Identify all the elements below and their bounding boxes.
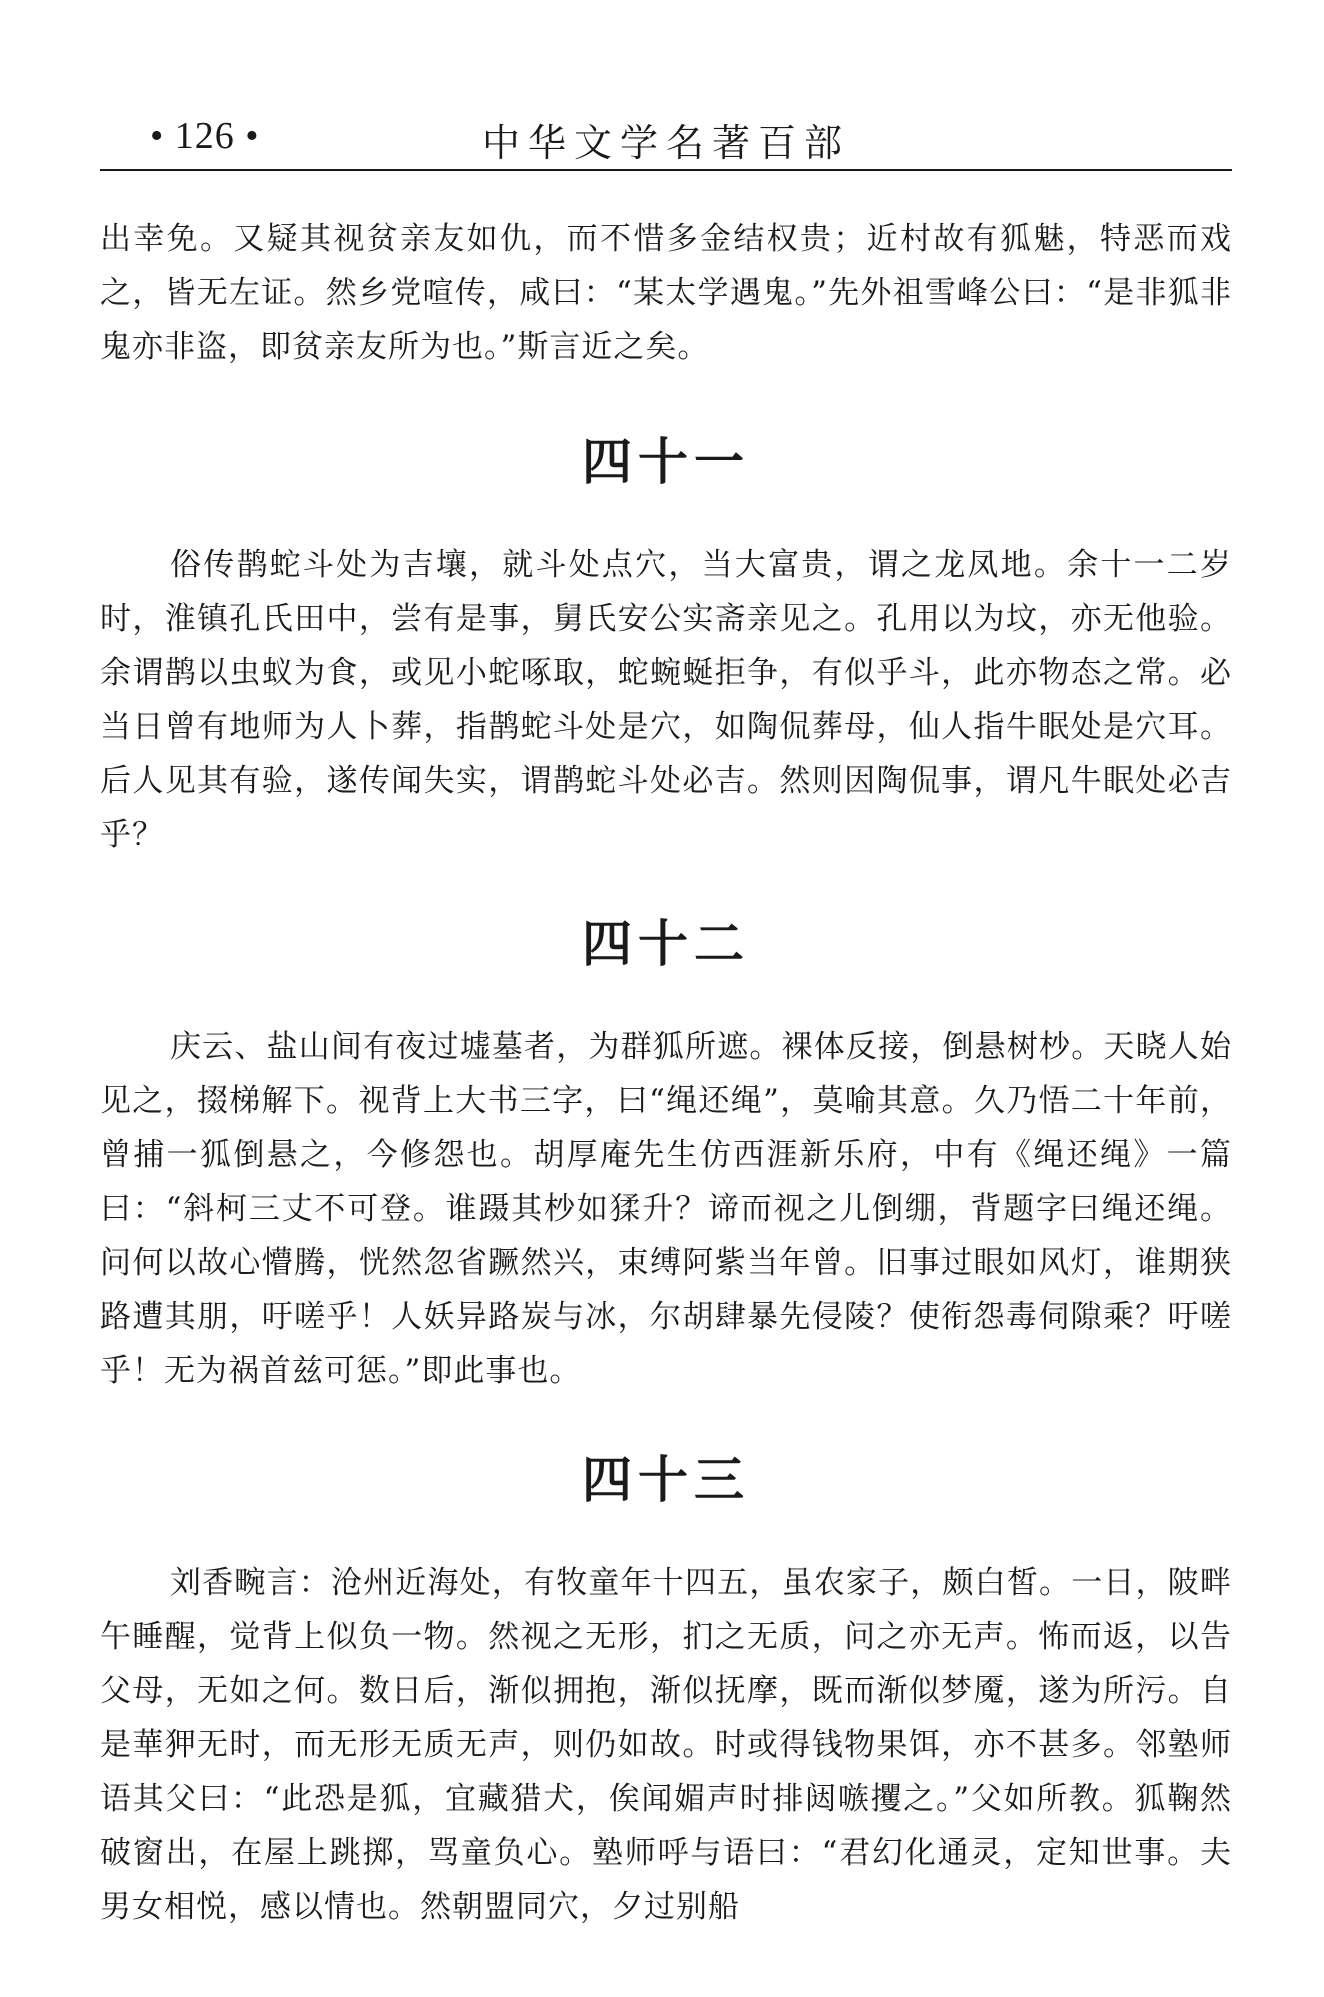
continuation-paragraph: 出幸免。又疑其视贫亲友如仇，而不惜多金结权贵；近村故有狐魅，特恶而戏之，皆无左证。然乡党喧传，咸曰：“某太学遇鬼。”先外祖雪峰公曰：“是非狐非鬼亦非盗，即贫亲友所为也。”斯言近之矣。 — [100, 221, 1232, 365]
section-heading-43: 四十三 — [582, 1451, 750, 1509]
header-rule — [100, 169, 1232, 171]
section-heading-41: 四十一 — [582, 433, 750, 491]
section-42-paragraph: 庆云、盐山间有夜过墟墓者，为群狐所遮。裸体反接，倒悬树杪。天晓人始见之，掇梯解下。视背上大书三字，曰“绳还绳”，莫喻其意。久乃悟二十年前，曾捕一狐倒悬之，今修怨也。胡厚庵先生仿西涯新乐府，中有《绳还绳》一篇曰：“斜柯三丈不可登。谁蹑其杪如猱升？谛而视之儿倒绷，背题字曰绳还绳。问何以故心懵腾，恍然忽省蹶然兴，束缚阿紫当年曾。旧事过眼如风灯，谁期狭路遭其朋，吁嗟乎！人妖异路炭与冰，尔胡肆暴先侵陵？使衔怨毒伺隙乘？吁嗟乎！无为祸首兹可惩。”即此事也。 — [100, 1029, 1232, 1389]
section-41-paragraph: 俗传鹊蛇斗处为吉壤，就斗处点穴，当大富贵，谓之龙凤地。余十一二岁时，淮镇孔氏田中，尝有是事，舅氏安公实斋亲见之。孔用以为坟，亦无他验。余谓鹊以虫蚁为食，或见小蛇啄取，蛇蜿蜒拒争，有似乎斗，此亦物态之常。必当日曾有地师为人卜葬，指鹊蛇斗处是穴，如陶侃葬母，仙人指牛眠处是穴耳。后人见其有验，遂传闻失实，谓鹊蛇斗处必吉。然则因陶侃事，谓凡牛眠处必吉乎？ — [100, 547, 1232, 853]
section-heading-42: 四十二 — [582, 915, 750, 973]
section-43-paragraph: 刘香畹言：沧州近海处，有牧童年十四五，虽农家子，颇白皙。一日，陂畔午睡醒，觉背上似负一物。然视之无形，扪之无质，问之亦无声。怖而返，以告父母，无如之何。数日后，渐似拥抱，渐似抚摩，既而渐似梦魇，遂为所污。自是華狎无时，而无形无质无声，则仍如故。时或得钱物果饵，亦不甚多。邻塾师语其父曰：“此恐是狐，宜藏猎犬，俟闻媚声时排闼嗾攫之。”父如所教。狐鞠然破窗出，在屋上跳掷，骂童负心。塾师呼与语曰：“君幻化通灵，定知世事。夫男女相悦，感以情也。然朝盟同穴，夕过别船 — [100, 1565, 1232, 1925]
page-number: • 126 • — [150, 115, 260, 157]
running-header — [100, 108, 1232, 168]
page-body — [100, 212, 1232, 1934]
book-title: 中华文学名著百部 — [481, 121, 850, 165]
